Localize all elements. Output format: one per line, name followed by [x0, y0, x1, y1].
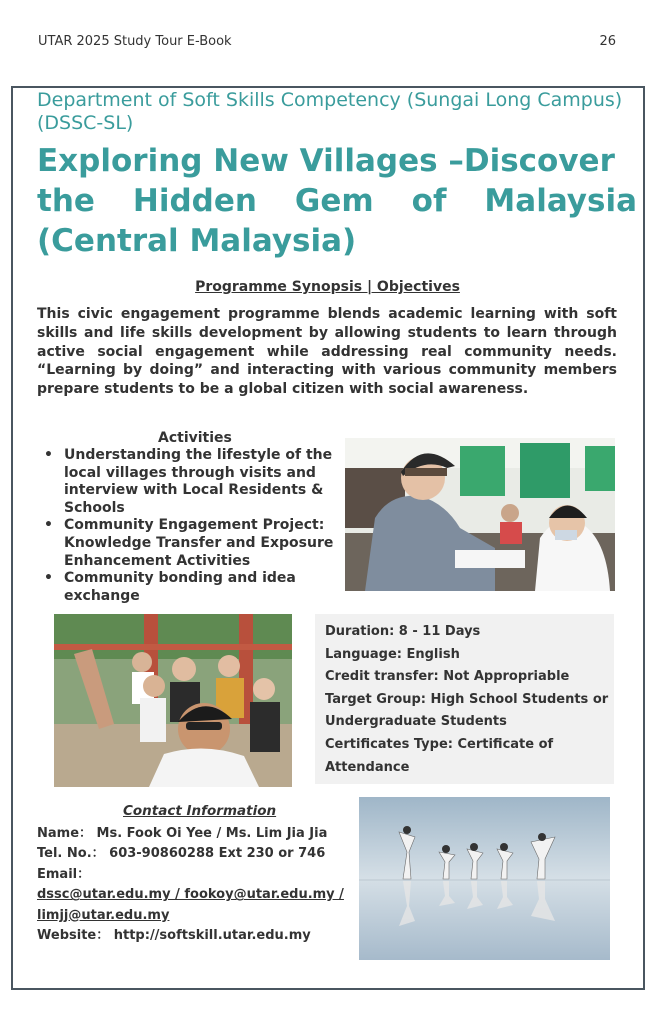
- email-link[interactable]: dssc@utar.edu.my / fookoy@utar.edu.my /: [37, 887, 344, 903]
- credit-transfer-text: Credit transfer: Not Appropriable: [325, 669, 570, 685]
- title-line-2: [37, 181, 637, 221]
- programme-info-box: [315, 614, 614, 784]
- department-name: Department of Soft Skills Competency (Sungai Long Campus) (DSSC-SL): [37, 89, 623, 134]
- synopsis-heading: Programme Synopsis | Objectives: [195, 279, 460, 295]
- title-word: of: [411, 183, 447, 219]
- email-link-2[interactable]: limjj@utar.edu.my: [37, 907, 170, 923]
- page-title: [37, 141, 637, 261]
- contact-email-label: Email：: [37, 866, 91, 882]
- activities-list: [40, 447, 340, 605]
- page-number: 26: [599, 34, 616, 49]
- certificate-type-text-cont: Attendance: [325, 759, 410, 775]
- group-selfie-photo: [54, 614, 292, 787]
- target-group-text-cont: Undergraduate Students: [325, 714, 507, 730]
- contact-name: Name： Ms. Fook Oi Yee / Ms. Lim Jia Jia: [37, 826, 328, 841]
- activity-text: Community Engagement Project: Knowledge Transfer and Exposure Enhancement Activities: [64, 517, 334, 569]
- page-header: [38, 34, 616, 52]
- certificate-type-text: Certificates Type: Certificate of: [325, 736, 554, 752]
- activities-heading: Activities: [158, 430, 232, 446]
- title-word: the: [37, 183, 95, 219]
- ebook-title: UTAR 2025 Study Tour E-Book: [38, 34, 232, 49]
- title-line-3: (Central Malaysia): [37, 223, 357, 259]
- duration-text: Duration: 8 - 11 Days: [325, 624, 481, 639]
- activity-item: [40, 447, 340, 517]
- classroom-activity-photo: [345, 438, 615, 591]
- beach-reflection-photo: [359, 797, 610, 960]
- bullet-icon: •: [44, 517, 53, 534]
- title-line-1: Exploring New Villages –Discover: [37, 143, 615, 179]
- activity-item: [40, 570, 340, 605]
- contact-website[interactable]: Website： http://softskill.utar.edu.my: [37, 928, 311, 944]
- synopsis-text: This civic engagement programme blends academic learning with soft skills and life skills development by allowing students to learn through active social engagement while addressing real community needs. “Learning by doing” and interacting with various community members prepare students to be a global citizen with social awareness.: [37, 306, 617, 398]
- contact-tel: Tel. No.： 603-90860288 Ext 230 or 746: [37, 846, 326, 862]
- title-word: Malaysia: [484, 183, 637, 219]
- activity-text: Understanding the lifestyle of the local villages through visits and interview with Local Residents & Schools: [64, 447, 333, 516]
- title-word: Hidden: [132, 183, 257, 219]
- title-word: Gem: [294, 183, 374, 219]
- activity-text: Community bonding and idea exchange: [64, 570, 296, 604]
- bullet-icon: •: [44, 447, 53, 463]
- target-group-text: Target Group: High School Students or: [325, 691, 609, 707]
- contact-info: [37, 824, 355, 946]
- language-text: Language: English: [325, 646, 460, 662]
- bullet-icon: •: [44, 570, 53, 587]
- contact-heading: Contact Information: [123, 803, 277, 819]
- activity-item: [40, 517, 340, 570]
